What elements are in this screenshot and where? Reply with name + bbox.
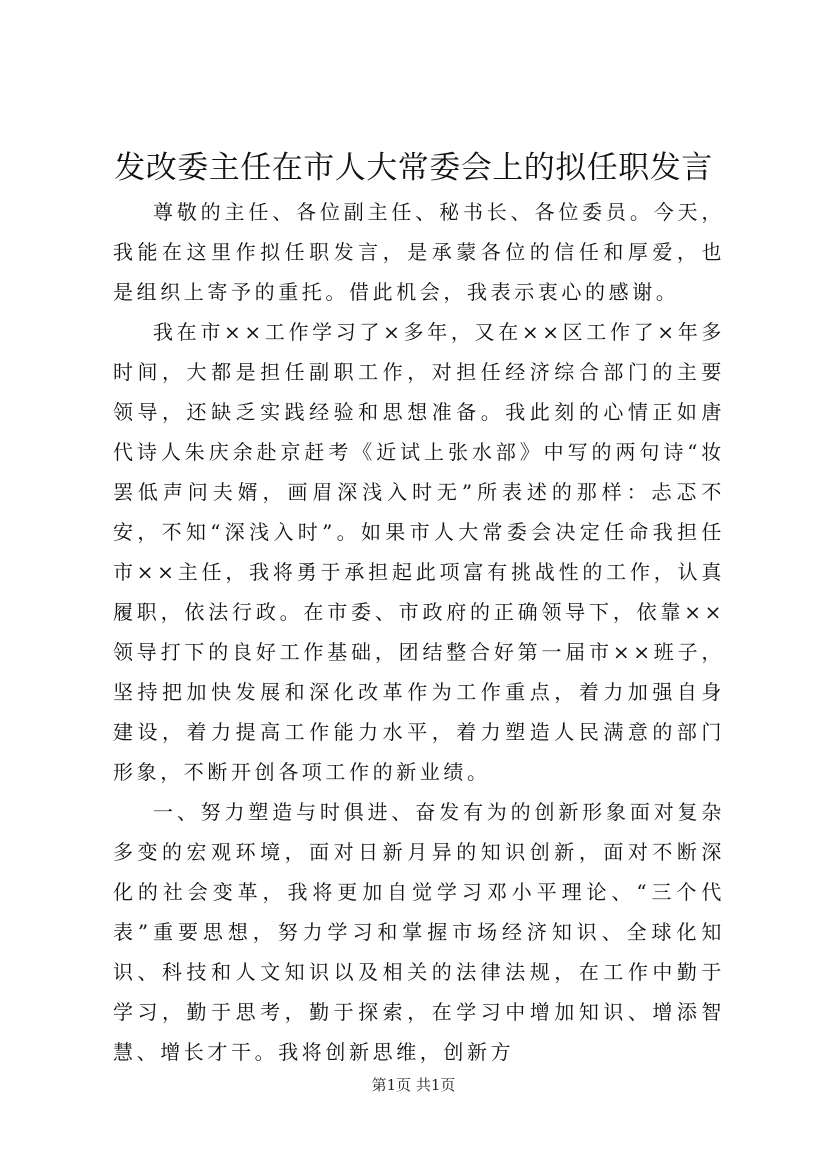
paragraph: 一、努力塑造与时俱进、奋发有为的创新形象面对复杂多变的宏观环境，面对日新月异的知识创新，面对不断深化的社会变革，我将更加自觉学习邓小平理论、“三个代表”重要思想，努力学习和掌握市场经济知识、全球化知识、科技和人文知识以及相关的法律法规，在工作中勤于学习，勤于思考，勤于探索，在学习中增加知识、增添智慧、增长才干。我将创新思维，创新方 <box>113 800 725 1064</box>
paragraph: 尊敬的主任、各位副主任、秘书长、各位委员。今天，我能在这里作拟任职发言，是承蒙各位的信任和厚爱，也是组织上寄予的重托。借此机会，我表示衷心的感谢。 <box>113 200 725 304</box>
page-footer: 第1页 共1页 <box>371 1076 456 1094</box>
document-title: 发改委主任在市人大常委会上的拟任职发言 <box>114 150 713 186</box>
document-body <box>113 192 725 1072</box>
paragraph: 我在市××工作学习了×多年，又在××区工作了×年多时间，大都是担任副职工作，对担任经济综合部门的主要领导，还缺乏实践经验和思想准备。我此刻的心情正如唐代诗人朱庆余赴京赶考《近试上张水部》中写的两句诗“妆罢低声问夫婿，画眉深浅入时无”所表述的那样：忐忑不安，不知“深浅入时”。如果市人大常委会决定任命我担任市××主任，我将勇于承担起此项富有挑战性的工作，认真履职，依法行政。在市委、市政府的正确领导下，依靠××领导打下的良好工作基础，团结整合好第一届市××班子，坚持把加快发展和深化改革作为工作重点，着力加强自身建设，着力提高工作能力水平，着力塑造人民满意的部门形象，不断开创各项工作的新业绩。 <box>113 320 725 784</box>
